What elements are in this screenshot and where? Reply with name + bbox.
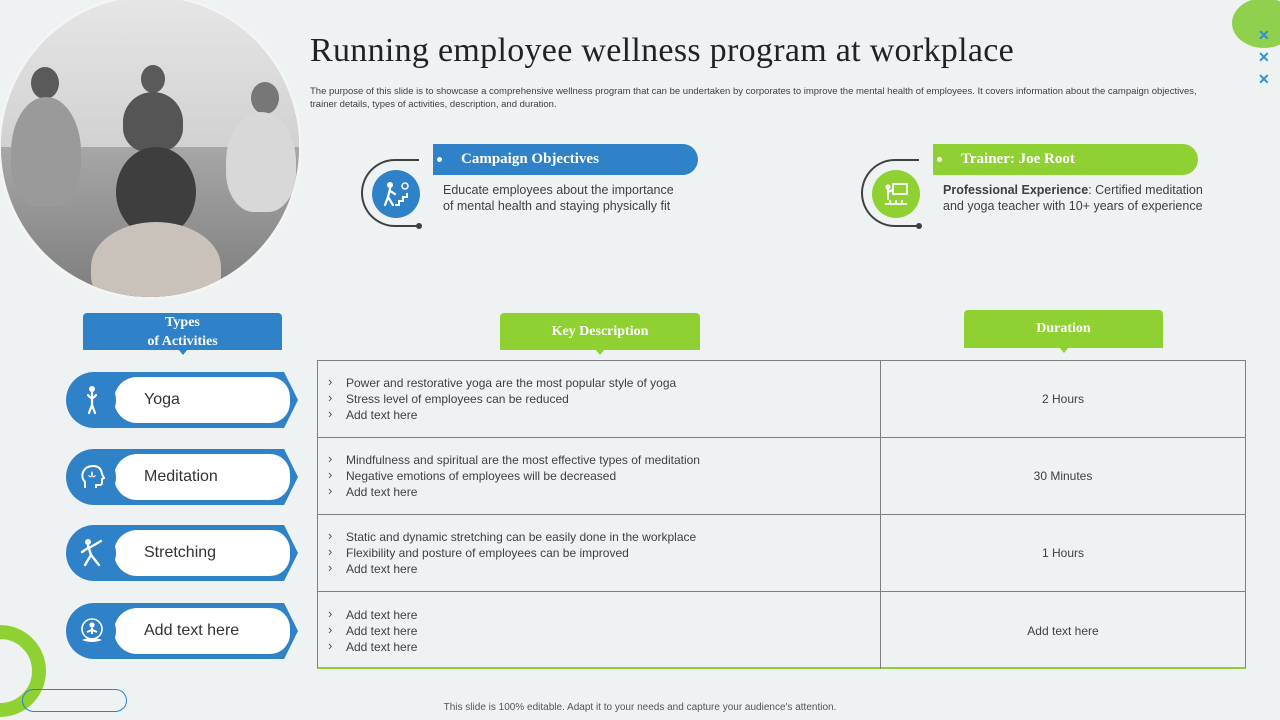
- campaign-objectives-heading: [433, 144, 698, 175]
- list-item: › Add text here: [328, 484, 880, 500]
- decorative-shape: [1232, 0, 1280, 48]
- description-cell: [318, 438, 881, 514]
- lotus-head-icon: [68, 453, 116, 501]
- stretching-person-icon: [68, 529, 116, 577]
- photo-person: [123, 92, 183, 152]
- activity-label: Add text here: [144, 622, 240, 639]
- activity-label: Meditation: [144, 468, 218, 485]
- text-line: of mental health and staying physically fit: [443, 199, 671, 213]
- program-table: [317, 360, 1246, 669]
- activity-stretching: [66, 525, 298, 581]
- photo-person: [11, 97, 81, 207]
- page-subtitle: The purpose of this slide is to showcase a comprehensive wellness program that can be undertaken by corporates to improve the mental health of employees. It covers information about the campaign objectives, trainer details, types of activities, description, and duration.: [310, 86, 1197, 110]
- types-of-activities-header: [83, 313, 282, 350]
- close-icon: ✕: [1258, 71, 1270, 87]
- stairs-climb-icon: [372, 170, 420, 218]
- experience-label: Professional Experience: [943, 183, 1089, 197]
- table-row: [318, 515, 1245, 592]
- duration-cell: Add text here: [1027, 623, 1099, 638]
- photo-person: [226, 112, 296, 212]
- activity-yoga: [66, 372, 298, 428]
- key-description-header: [500, 313, 700, 350]
- text-line: and yoga teacher with 10+ years of experience: [943, 199, 1203, 213]
- duration-header: [964, 310, 1163, 348]
- close-icon: ✕: [1258, 49, 1270, 65]
- list-item: › Add text here: [328, 639, 880, 655]
- table-row: [318, 438, 1245, 515]
- footer-note: This slide is 100% editable. Adapt it to your needs and capture your audience's attention.: [443, 702, 837, 713]
- trainer-text: [943, 182, 1203, 214]
- photo-person: [141, 65, 165, 93]
- campaign-objectives-text: [443, 182, 674, 214]
- header-text: Duration: [1036, 321, 1091, 336]
- person-standing-icon: [68, 376, 116, 424]
- trainer-heading: [933, 144, 1198, 175]
- list-item: › Stress level of employees can be reduced: [328, 391, 880, 407]
- list-item: › Mindfulness and spiritual are the most effective types of meditation: [328, 452, 880, 468]
- description-cell: [318, 592, 881, 669]
- bullet-dot: [437, 157, 442, 162]
- list-item: › Flexibility and posture of employees can be improved: [328, 545, 880, 561]
- yoga-class-photo: [0, 0, 302, 300]
- meditating-person-icon: [68, 607, 116, 655]
- activity-placeholder: [66, 603, 298, 659]
- list-item: › Add text here: [328, 561, 880, 577]
- text-line: Educate employees about the importance: [443, 183, 674, 197]
- photo-person: [31, 67, 59, 99]
- list-item: › Negative emotions of employees will be decreased: [328, 468, 880, 484]
- list-item: › Static and dynamic stretching can be easily done in the workplace: [328, 529, 880, 545]
- list-item: › Power and restorative yoga are the most popular style of yoga: [328, 375, 880, 391]
- description-cell: [318, 515, 881, 591]
- duration-cell: 30 Minutes: [1033, 469, 1093, 483]
- duration-cell: 2 Hours: [1041, 392, 1085, 406]
- table-row: [318, 592, 1245, 669]
- page-title: Running employee wellness program at workplace: [310, 32, 1014, 69]
- activity-label: Yoga: [144, 391, 180, 408]
- bullet-dot: [937, 157, 942, 162]
- header-line: of Activities: [147, 333, 218, 349]
- list-item: › Add text here: [328, 623, 880, 639]
- table-row: [318, 361, 1245, 438]
- activity-meditation: [66, 449, 298, 505]
- experience-text: : Certified meditation: [1088, 183, 1203, 197]
- activity-label: Stretching: [144, 544, 217, 561]
- presentation-icon: [872, 170, 920, 218]
- heading-text: Campaign Objectives: [461, 151, 599, 167]
- header-line: Types: [165, 314, 200, 330]
- header-text: Key Description: [551, 323, 649, 339]
- list-item: › Add text here: [328, 607, 880, 623]
- description-cell: [318, 361, 881, 437]
- duration-cell: 1 Hours: [1041, 546, 1085, 560]
- text-line: [943, 182, 1203, 198]
- heading-text: Trainer: Joe Root: [961, 151, 1075, 167]
- photo-person: [251, 82, 279, 114]
- list-item: › Add text here: [328, 407, 880, 423]
- close-icon: ✕: [1258, 27, 1270, 43]
